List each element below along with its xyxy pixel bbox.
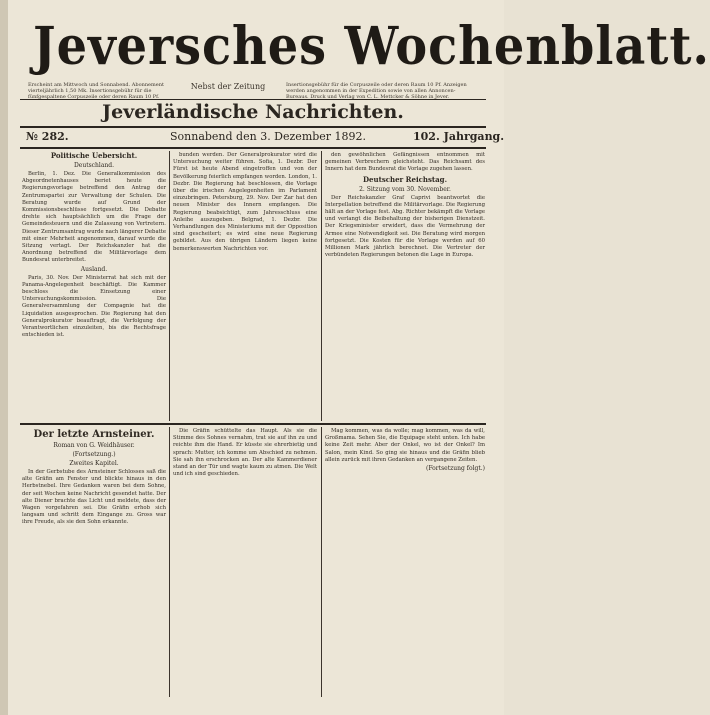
divider	[20, 99, 486, 100]
subsection-heading: Deutschland.	[73, 162, 115, 169]
article-text: den gewöhnlichen Gefängnissen entnommen mit gemeinen Verbrechern gleichsteht. Das Reichsamt des Innern hat dem Bundesrat die Vorlage zugehen lassen.	[325, 152, 485, 173]
article-text: bunden werden. Der Generalprokurator wird die Untersuchung weiter führen. Sofia, 1. Dezbr. Der Fürst ist heute Abend eingetroffen und von der Bevölkerung feierlich empfangen worden. London, 1. Dezbr. Die Regierung hat beschlossen, die Vorlage über die irischen Angelegenheiten im Parlament einzubringen. Petersburg, 29. Nov. Der Zar hat den neuen Minister des Innern empfangen. Die Regierung beabsichtigt, zum Jahresschluss eine Anleihe auszugeben. Belgrad, 1. Dezbr. Die Verhandlungen des Ministeriums mit der Opposition sind gescheitert; es wird eine neue Regierung gebildet. Aus den übrigen Ländern liegen keine bemerkenswerten Nachrichten vor.	[173, 152, 317, 252]
news-column-1	[22, 150, 166, 422]
feuilleton-column-1	[22, 426, 166, 698]
column-divider	[169, 427, 170, 697]
subsection-heading: Ausland.	[80, 265, 108, 273]
story-text: Mag kommen, was da wolle; mag kommen, was da will, Großmama. Sehen Sie, die Equipage steht unten. Ich habe keine Zeit mehr. Aber der Onkel, wo ist der Onkel? Im Salon, mein Kind. So ging sie hinaus und die Gräfin blieb allein zurück mit ihren Gedanken an vergangene Zeiten.	[325, 428, 485, 463]
column-divider	[321, 427, 322, 697]
feuilleton-column-3	[325, 428, 485, 698]
feuilleton-divider	[20, 423, 486, 425]
continuation-note: (Fortsetzung folgt.)	[426, 465, 485, 473]
article-text: Berlin, 1. Dez. Die Generalkommission des Abgeordnetenhauses beriet heute die Regierungsvorlage betreffend den Antrag der Zentrumspartei zur Verwaltung der Schulen. Die Beratung wurde auf Grund der Kommissionsbeschlüsse fortgesetzt. Die Debatte drehte sich hauptsächlich um die Frage der Gemeindesteuern und die Zulassung von Vertretern. Dieser Zentrumsantrag wurde nach längerer Debatte mit einer Mehrheit angenommen, darauf wurde die Sitzung vertagt. Der Reichskanzler hat die Anordnung betreffend die Militärvorlage dem Bundesrat unterbreitet.	[22, 171, 166, 264]
issue-year: 102. Jahrgang.	[413, 130, 505, 143]
issue-date: Sonnabend den 3. Dezember 1892.	[170, 130, 367, 143]
feuilleton-chapter: Zweites Kapitel.	[69, 460, 119, 467]
feuilleton-author: Roman von G. Weidhäuser.	[53, 442, 135, 449]
section-heading: Politische Uebersicht.	[50, 151, 138, 160]
section-heading: Deutscher Reichstag.	[362, 174, 448, 184]
news-column-2	[173, 152, 317, 422]
feuilleton-column-2	[173, 428, 317, 698]
feuilleton-title: Der letzte Arnsteiner.	[33, 429, 155, 440]
news-column-3	[325, 152, 485, 422]
subscription-info: Erscheint am Mittwoch und Sonnabend. Abonnement vierteljährlich 1,50 Mk. Insertionsgebühr für die fünfgespaltene Corpuszeile oder deren Raum 10 Pf.	[28, 82, 164, 100]
issue-bar	[20, 128, 505, 146]
supplement-prefix: Nebst der Zeitung	[190, 82, 266, 91]
story-text: In der Gerbstube des Arnsteiner Schlosses saß die alte Gräfin am Fenster und blickte hinaus in den Herbstnebel. Ihre Gedanken waren bei dem Sohne, der seit Wochen keine Nachricht gesendet hatte. Der alte Diener brachte das Licht und meldete, dass der Wagen vorgefahren sei. Die Gräfin erhob sich langsam und schritt dem Eingange zu. Gross war ihre Freude, als sie den Sohn erkannte.	[22, 469, 166, 526]
divider	[20, 147, 486, 149]
supplement-title: Jeverländische Nachrichten.	[102, 101, 404, 123]
newspaper-title: Jeversches Wochenblatt.	[33, 16, 710, 77]
issue-number: № 282.	[26, 130, 69, 143]
article-text: Der Reichskanzler Graf Caprivi beantwortet die Interpellation betreffend die Militärvorlage. Die Regierung hält an der Vorlage fest. Abg. Richter bekämpft die Vorlage und verlangt die Beibehaltung der bisherigen Dienstzeit. Der Kriegsminister erwidert, dass die Vermehrung der Armee eine Notwendigkeit sei. Die Beratung wird morgen fortgesetzt. Die Kosten für die Vorlage werden auf 60 Millionen Mark jährlich berechnet. Die Vertreter der verbündeten Regierungen betonen die Lage in Europa.	[325, 194, 485, 259]
column-divider	[169, 151, 170, 421]
story-text: Die Gräfin schüttelte das Haupt. Als sie die Stimme des Sohnes vernahm, trat sie auf ihn zu und reichte ihm die Hand. Er küsste sie ehrerbietig und sprach: Mutter, ich komme um Abschied zu nehmen. Sie sah ihn erschrocken an. Der alte Kammerdiener stand an der Tür und wagte kaum zu atmen. Die Welt und ich sind geschieden.	[173, 428, 317, 478]
column-divider	[321, 151, 322, 421]
feuilleton-continuation: (Fortsetzung.)	[72, 451, 116, 458]
publisher-info: Insertionsgebühr für die Corpuszeile oder deren Raum 10 Pf. Anzeigen werden angenommen in der Expedition sowie von allen Annoncen-Bureaus. Druck und Verlag von C. L. Mettcker & Söhne in Jever.	[286, 82, 467, 100]
subsection-heading: 2. Sitzung vom 30. November.	[359, 185, 451, 193]
article-text: Paris, 30. Nov. Der Ministerrat hat sich mit der Panama-Angelegenheit beschäftigt. Die Kammer beschloss die Einsetzung einer Untersuchungskommission. Die Generalversammlung der Compagnie hat die Liquidation ausgesprochen. Die Regierung hat den Generalprokurator beauftragt, die Verfolgung der Verantwortlichen einzuleiten, bis die Rechtsfrage entschieden ist.	[22, 274, 166, 339]
binding-edge	[0, 0, 8, 715]
